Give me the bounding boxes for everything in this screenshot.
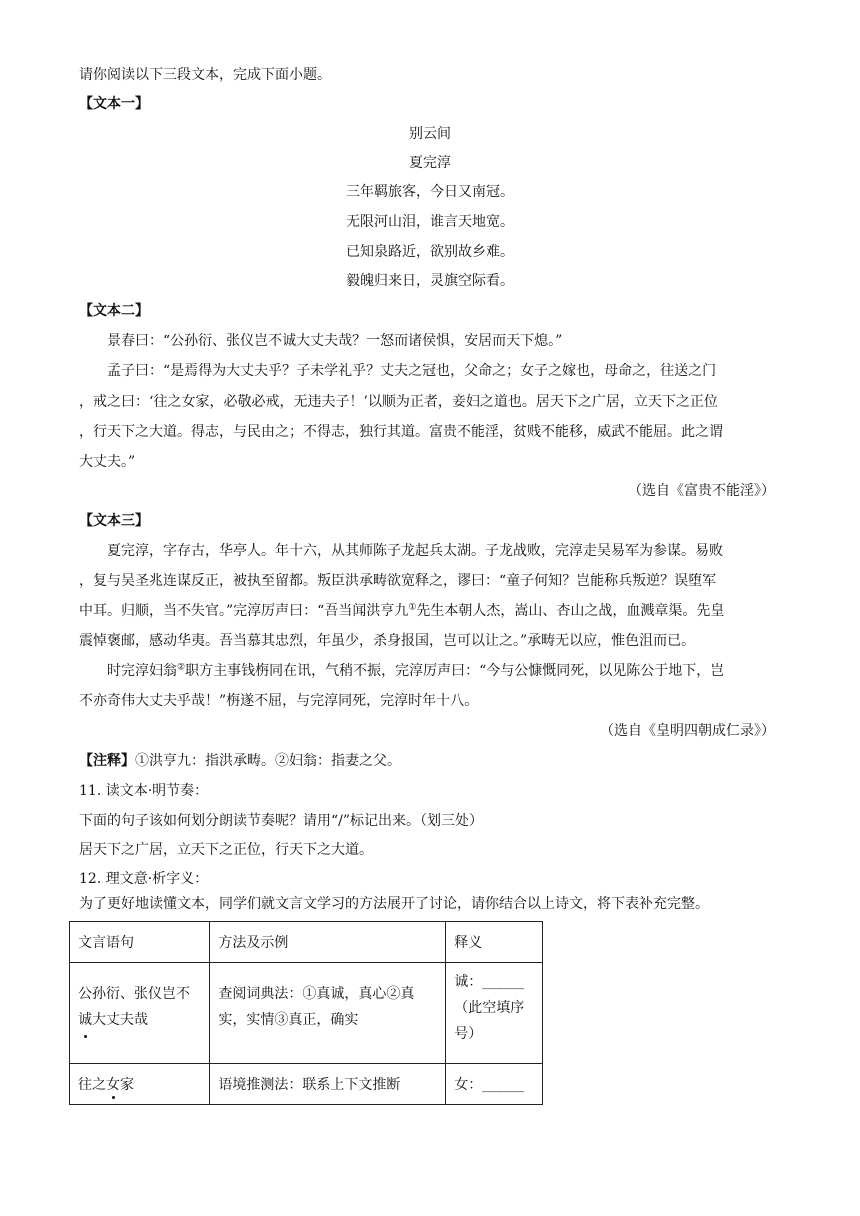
text1-label: 【文本一】: [79, 96, 149, 112]
poem-line: 毅魄归来日，灵旗空际看。: [346, 273, 514, 289]
footnote-marker: ①: [408, 602, 417, 613]
table-cell-answer[interactable]: 诚：______（此空填序号）: [446, 963, 543, 1064]
text3-line: 时完淳妇翁②职方主事钱栴同在讯，气稍不振，完淳厉声曰：“今与公慷慨同死，以见陈公于地下，岂: [107, 662, 725, 679]
table-row: [70, 963, 543, 1064]
text3-line: 震悼褒邮，感动华夷。吾当慕其忠烈，年虽少，杀身报国，岂可以让之。”承畴无以应，惟色沮而已。: [79, 633, 696, 649]
text2-line: ，戒之曰：‘往之女家，必敬必戒，无违夫子！’以顺为正者，妾妇之道也。居天下之广居，立天下之正位: [79, 394, 718, 410]
intro-text: 请你阅读以下三段文本，完成下面小题。: [79, 67, 331, 83]
text2-line: ，行天下之大道。得志，与民由之；不得志，独行其道。富贵不能淫，贫贱不能移，威武不能屈。此之谓: [79, 424, 723, 440]
table-row: [70, 1064, 543, 1105]
notes: [79, 751, 401, 771]
q12-table: [69, 921, 543, 1105]
poem-author: 夏完淳: [409, 155, 451, 171]
text2-line: 孟子曰：“是焉得为大丈夫乎？子未学礼乎？丈夫之冠也，父命之；女子之嫁也，母命之，往送之门: [107, 363, 717, 379]
text3-line: 中耳。归顺，当不失官。”完淳厉声曰：“吾当闻洪亨九①先生本朝人杰，嵩山、杏山之战，血溅章渠。先皇: [79, 602, 725, 619]
notes-text: ①洪亨九：指洪承畴。②妇翁：指妻之父。: [135, 753, 401, 769]
q12-title: 12. 理文意·析字义：: [79, 871, 209, 887]
text3-source: （选自《皇明四朝成仁录》）: [600, 723, 775, 739]
emphasis-dot-char: 女: [106, 1074, 120, 1094]
table-cell-method: 查阅词典法：①真诚，真心②真实，实情③真正，确实: [210, 963, 446, 1064]
q11-sentence: 居天下之广居，立天下之正位，行天下之大道。: [79, 842, 373, 858]
table-cell-method: 语境推测法：联系上下文推断: [210, 1064, 446, 1105]
poem-line: 已知泉路近，欲别故乡难。: [346, 244, 514, 260]
text3-line: 不亦奇伟大丈夫乎哉！”栴遂不屈，与完淳同死，完淳时年十八。: [79, 693, 479, 709]
table-cell-phrase: 往之女家: [70, 1064, 210, 1105]
table-header: 方法及示例: [210, 922, 446, 963]
text2-line: 景春曰：“公孙衍、张仪岂不诚大丈夫哉？一怒而诸侯惧，安居而天下熄。”: [107, 333, 563, 349]
text2-source: （选自《富贵不能淫》）: [628, 483, 775, 499]
emphasis-dot-char: 诚: [78, 1007, 92, 1033]
table-header: 释义: [446, 922, 543, 963]
table-header: 文言语句: [70, 922, 210, 963]
footnote-marker: ②: [177, 662, 186, 673]
table-cell-phrase: 公孙衍、张仪岂不诚大丈夫哉: [70, 963, 210, 1064]
q11-prompt: 下面的句子该如何划分朗读节奏呢？请用“/”标记出来。（划三处）: [79, 813, 484, 829]
poem-line: 三年羁旅客，今日又南冠。: [346, 184, 514, 200]
text3-label: 【文本三】: [79, 513, 149, 529]
poem-title: 别云间: [409, 126, 451, 142]
text2-line: 大丈夫。”: [79, 454, 136, 470]
poem-line: 无限河山泪，谁言天地宽。: [346, 214, 514, 230]
notes-label: 【注释】: [79, 753, 135, 769]
text2-label: 【文本二】: [79, 303, 149, 319]
q12-prompt: 为了更好地读懂文本，同学们就文言文学习的方法展开了讨论，请你结合以上诗文，将下表补充完整。: [79, 896, 709, 912]
table-header-row: [70, 922, 543, 963]
text3-line: 夏完淳，字存古，华亭人。年十六，从其师陈子龙起兵太湖。子龙战败，完淳走吴易军为参谋。易败: [107, 543, 723, 559]
table-cell-answer[interactable]: 女：______: [446, 1064, 543, 1105]
q11-title: 11. 读文本·明节奏：: [79, 783, 209, 799]
text3-line: ，复与吴圣兆连谋反正，被执至留都。叛臣洪承畴欲宽释之，谬曰：“童子何知？岂能称兵叛逆？误堕军: [79, 573, 717, 589]
